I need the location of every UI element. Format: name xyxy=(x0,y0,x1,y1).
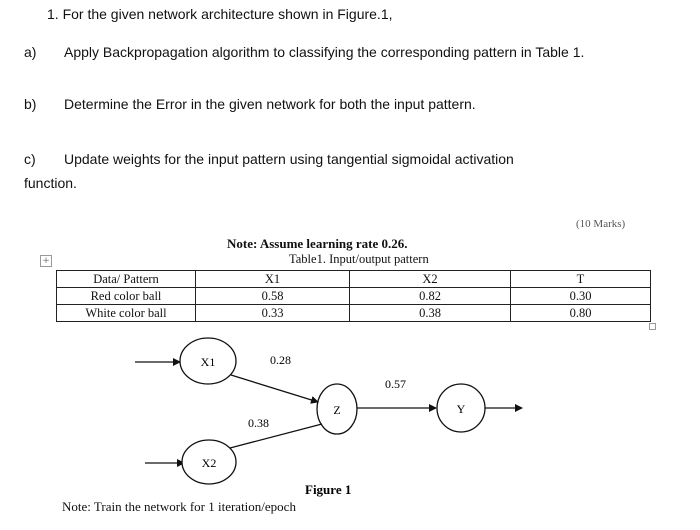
table-header-cell: Data/ Pattern xyxy=(57,271,196,288)
table-cell: 0.58 xyxy=(196,288,350,305)
table-cell: 0.33 xyxy=(196,305,350,322)
part-b-label: b) xyxy=(24,96,37,112)
node-x2-label: X2 xyxy=(201,456,217,470)
weight-x1-z: 0.28 xyxy=(270,353,291,367)
learning-rate-note: Note: Assume learning rate 0.26. xyxy=(227,236,408,251)
part-c-label: c) xyxy=(24,151,36,167)
table-cell: 0.30 xyxy=(511,288,651,305)
table-cell: Red color ball xyxy=(57,288,196,305)
part-b-text: Determine the Error in the given network for both the input pattern. xyxy=(64,96,476,112)
marks-label: (10 Marks) xyxy=(576,218,626,230)
edge-x2-z xyxy=(230,424,322,448)
part-a-text: Apply Backpropagation algorithm to classifying the corresponding pattern in Table 1. xyxy=(64,44,585,60)
table-cell: 0.82 xyxy=(350,288,511,305)
node-x1-label: X1 xyxy=(200,355,216,369)
node-z-label: Z xyxy=(333,403,341,417)
table-header-cell: T xyxy=(511,271,651,288)
training-note: Note: Train the network for 1 iteration/epoch xyxy=(62,499,296,514)
part-a-label: a) xyxy=(24,44,37,60)
table-header-cell: X1 xyxy=(196,271,350,288)
table-header-cell: X2 xyxy=(350,271,511,288)
table-move-handle-icon[interactable]: + xyxy=(40,255,52,267)
table-cell: 0.38 xyxy=(350,305,511,322)
question-title: 1. For the given network architecture shown in Figure.1, xyxy=(47,6,393,22)
table-caption: Table1. Input/output pattern xyxy=(289,252,429,266)
part-c-text: Update weights for the input pattern using tangential sigmoidal activation xyxy=(64,151,514,167)
weight-x2-z: 0.38 xyxy=(248,416,269,430)
node-y-label: Y xyxy=(456,402,466,416)
part-c-text-cont: function. xyxy=(24,175,77,191)
table-cell: 0.80 xyxy=(511,305,651,322)
table-cell: White color ball xyxy=(57,305,196,322)
figure-caption: Figure 1 xyxy=(305,482,352,497)
edge-x1-z xyxy=(231,375,318,402)
weight-z-y: 0.57 xyxy=(385,377,406,391)
